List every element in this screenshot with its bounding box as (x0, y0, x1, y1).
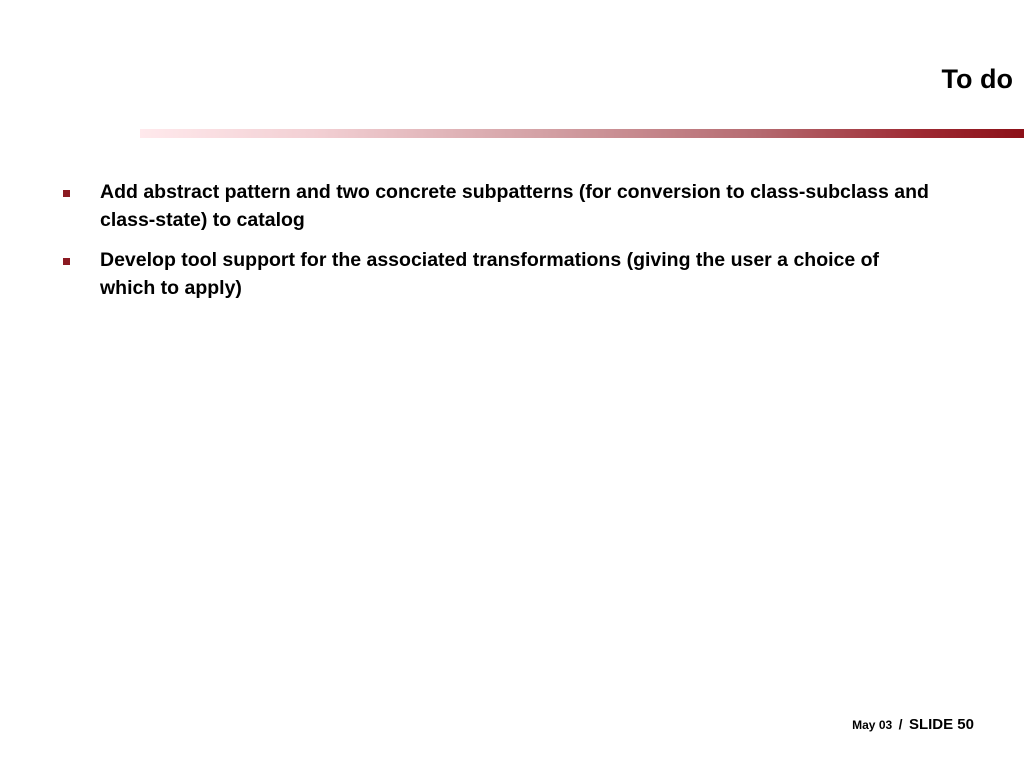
slide-title: To do (941, 64, 1013, 94)
bullet-text: Add abstract pattern and two concrete subpatterns (for conversion to class-subclass and class-state) to catalog (100, 181, 929, 231)
square-bullet-icon (63, 190, 70, 197)
square-bullet-icon (63, 258, 70, 265)
slide-footer (852, 713, 974, 736)
bullet-item (60, 246, 930, 302)
footer-separator: / (898, 716, 903, 732)
title-divider (140, 129, 1024, 138)
slide-number: SLIDE 50 (908, 716, 974, 733)
bullet-list (60, 178, 930, 314)
footer-date: May 03 (852, 718, 893, 732)
bullet-item (60, 178, 930, 234)
bullet-text: Develop tool support for the associated transformations (giving the user a choice of which to apply) (100, 249, 880, 299)
